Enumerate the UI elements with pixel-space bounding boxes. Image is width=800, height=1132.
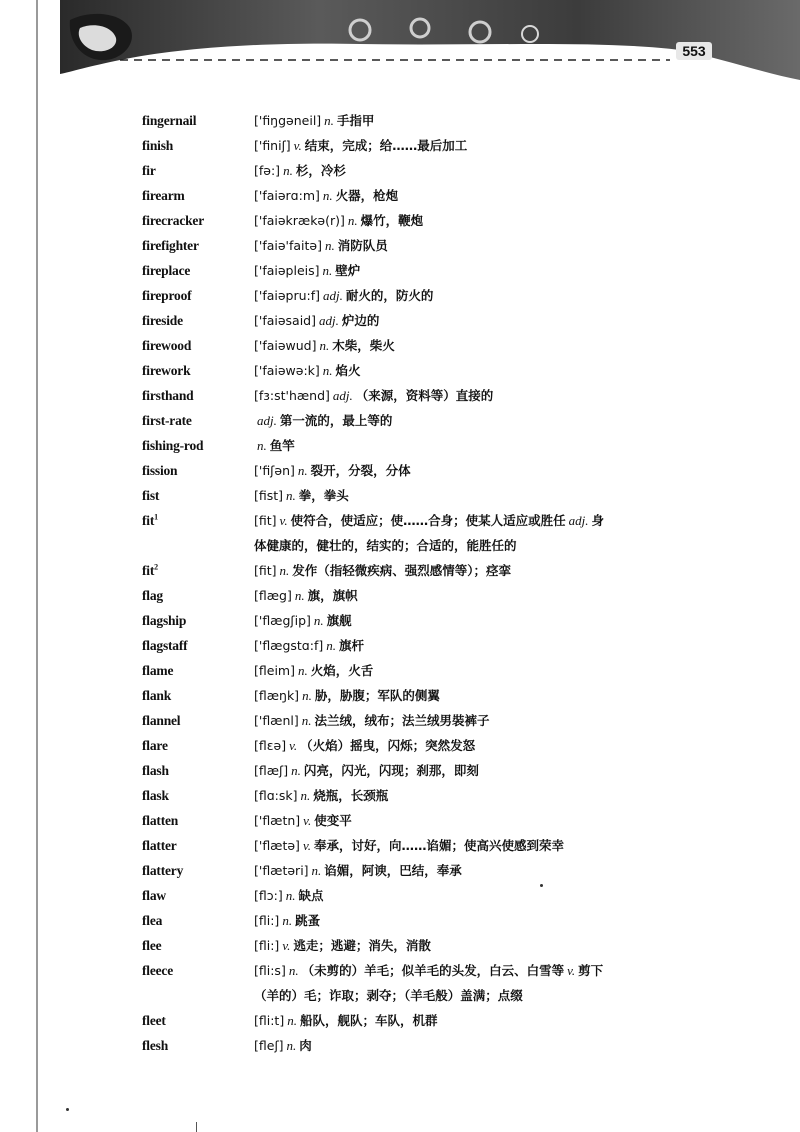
headword-text: first-rate [142, 413, 192, 428]
entry-headword [142, 558, 254, 583]
definition-text: 爆竹，鞭炮 [360, 213, 424, 228]
headword-text: flank [142, 688, 172, 703]
part-of-speech: n. [291, 763, 301, 778]
part-of-speech: v. [303, 813, 312, 828]
dictionary-entry [142, 1033, 712, 1058]
headword-text: flaw [142, 888, 166, 903]
pronunciation: [fli:] [254, 938, 280, 953]
entry-headword [142, 108, 254, 133]
dictionary-entry [142, 208, 712, 233]
entry-definition [254, 208, 712, 233]
entry-definition [254, 958, 712, 983]
part-of-speech: n. [282, 913, 293, 928]
entry-headword [142, 708, 254, 733]
headword-text: firefighter [142, 238, 199, 253]
dictionary-entry [142, 533, 712, 558]
part-of-speech: n. [279, 563, 290, 578]
entry-headword [142, 408, 254, 433]
part-of-speech: n. [283, 163, 293, 178]
entry-definition [254, 258, 712, 283]
definition-text: 法兰绒，绒布；法兰绒男裝裤子 [314, 713, 490, 728]
definition-text: 火器，枪炮 [335, 188, 399, 203]
homograph-number: 1 [154, 512, 158, 522]
headword-text: fist [142, 488, 160, 503]
headword-text: firewood [142, 338, 192, 353]
dictionary-entry [142, 858, 712, 883]
entry-headword [142, 283, 254, 308]
headword-text: flash [142, 763, 169, 778]
part-of-speech: v. [567, 963, 576, 978]
entry-headword [142, 308, 254, 333]
page-number: 553 [676, 42, 712, 60]
part-of-speech: adj. [319, 313, 339, 328]
definition-text: 炉边的 [341, 313, 380, 328]
pronunciation: ['faiəpru:f] [254, 288, 321, 303]
entry-definition [254, 758, 712, 783]
definition-text: 第一流的，最上等的 [279, 413, 393, 428]
part-of-speech: n. [311, 863, 322, 878]
pronunciation: ['faiəwə:k] [254, 363, 320, 378]
dictionary-entry [142, 383, 712, 408]
entry-definition [254, 108, 712, 133]
entry-headword [142, 608, 254, 633]
dictionary-entry [142, 658, 712, 683]
headword-text: flagstaff [142, 638, 188, 653]
entry-headword [142, 583, 254, 608]
headword-text: fishing-rod [142, 438, 204, 453]
entry-headword [142, 258, 254, 283]
pronunciation: ['flætə] [254, 838, 300, 853]
definition-text: 肉 [299, 1038, 312, 1053]
definition-text: 烧瓶，长颈瓶 [313, 788, 389, 803]
entry-definition [254, 283, 712, 308]
dictionary-entry [142, 483, 712, 508]
part-of-speech: n. [294, 588, 305, 603]
dictionary-entry [142, 783, 712, 808]
headword-text: flame [142, 663, 174, 678]
entry-definition [254, 408, 712, 433]
definition-text: 耐火的，防火的 [345, 288, 434, 303]
pronunciation: [fɜ:st'hænd] [254, 388, 330, 403]
entry-headword [142, 633, 254, 658]
part-of-speech: adj. [568, 513, 589, 528]
entry-headword [142, 158, 254, 183]
part-of-speech: n. [302, 688, 312, 703]
part-of-speech: n. [322, 363, 333, 378]
headword-text: flee [142, 938, 162, 953]
entry-definition [254, 858, 712, 883]
page-binding-edge [36, 0, 38, 1132]
part-of-speech: v. [289, 738, 298, 753]
definition-text: 谄媚，阿谀，巴结，奉承 [324, 863, 462, 878]
pronunciation: ['faiəpleis] [254, 263, 320, 278]
entry-definition [254, 808, 712, 833]
part-of-speech: n. [347, 213, 358, 228]
entry-headword [142, 908, 254, 933]
entry-definition [254, 908, 712, 933]
pronunciation: [fleim] [254, 663, 295, 678]
pronunciation: ['flætəri] [254, 863, 309, 878]
dictionary-entry [142, 283, 712, 308]
dictionary-entry [142, 558, 712, 583]
entry-definition [254, 133, 712, 158]
headword-text: fit [142, 513, 155, 528]
entry-definition [254, 633, 712, 658]
dictionary-entry [142, 433, 712, 458]
part-of-speech: v. [293, 138, 302, 153]
headword-text: firecracker [142, 213, 205, 228]
dictionary-entry [142, 758, 712, 783]
dictionary-entry [142, 683, 712, 708]
pronunciation: [fli:] [254, 913, 280, 928]
pronunciation: ['finiʃ] [254, 138, 291, 153]
definition-text: 奉承，讨好，向……谄媚；使高兴使感到荣幸 [314, 838, 565, 853]
entry-headword [142, 933, 254, 958]
headword-text: fleet [142, 1013, 166, 1028]
entry-headword [142, 1033, 254, 1058]
definition-text: 跳蚤 [295, 913, 321, 928]
entry-definition [254, 558, 712, 583]
headword-text: fleece [142, 963, 174, 978]
entry-headword [142, 133, 254, 158]
definition-text: 使变平 [314, 813, 352, 828]
part-of-speech: n. [257, 438, 267, 453]
dictionary-entry [142, 883, 712, 908]
entry-headword [142, 808, 254, 833]
print-speck [196, 1122, 197, 1132]
entry-headword [142, 358, 254, 383]
entry-definition [254, 783, 712, 808]
headword-text: flattery [142, 863, 184, 878]
headword-text: flag [142, 588, 163, 603]
entry-definition [254, 458, 712, 483]
definition-text: 木柴，柴火 [332, 338, 395, 353]
headword-text: flannel [142, 713, 181, 728]
dictionary-entry [142, 133, 712, 158]
dictionary-entry [142, 183, 712, 208]
definition-text: 杉，冷杉 [295, 163, 346, 178]
part-of-speech: n. [319, 338, 330, 353]
part-of-speech: v. [279, 513, 288, 528]
part-of-speech: n. [286, 488, 296, 503]
part-of-speech: adj. [323, 288, 343, 303]
part-of-speech: n. [324, 113, 334, 128]
entry-definition [254, 733, 712, 758]
entry-definition [254, 583, 712, 608]
pronunciation: ['fiʃən] [254, 463, 295, 478]
definition-text: 裂开，分裂，分体 [310, 463, 411, 478]
dictionary-entry-list [142, 108, 712, 1058]
definition-text: 手指甲 [336, 113, 375, 128]
headword-text: firework [142, 363, 191, 378]
part-of-speech: n. [288, 963, 299, 978]
entry-definition [254, 983, 712, 1008]
pronunciation: ['flænl] [254, 713, 299, 728]
pronunciation: ['flægstɑ:f] [254, 638, 324, 653]
pronunciation: [flæʃ] [254, 763, 289, 778]
pronunciation: ['flægʃip] [254, 613, 311, 628]
pronunciation: ['faiəsaid] [254, 313, 316, 328]
headword-text: fingernail [142, 113, 197, 128]
definition-text: 旗杆 [338, 638, 364, 653]
entry-definition [254, 508, 712, 533]
entry-headword [142, 1008, 254, 1033]
homograph-number: 2 [154, 562, 158, 572]
dictionary-entry [142, 158, 712, 183]
headword-text: fit [142, 563, 155, 578]
entry-headword [142, 383, 254, 408]
headword-text: firsthand [142, 388, 194, 403]
definition-text: 胁，胁腹；军队的侧翼 [314, 688, 440, 703]
pronunciation: ['fiŋgəneil] [254, 113, 322, 128]
dictionary-entry [142, 933, 712, 958]
headword-text: firearm [142, 188, 185, 203]
headword-text: flatter [142, 838, 177, 853]
headword-text: flask [142, 788, 169, 803]
dictionary-entry [142, 508, 712, 533]
definition-text: 拳，拳头 [298, 488, 349, 503]
dictionary-entry [142, 233, 712, 258]
dictionary-entry [142, 633, 712, 658]
dictionary-entry [142, 833, 712, 858]
entry-headword [142, 658, 254, 683]
entry-definition [254, 433, 712, 458]
dictionary-entry [142, 958, 712, 983]
entry-definition [254, 708, 712, 733]
pronunciation: [fit] [254, 563, 277, 578]
dictionary-entry [142, 733, 712, 758]
headword-text: fir [142, 163, 156, 178]
entry-definition [254, 1033, 712, 1058]
headword-text: fireproof [142, 288, 192, 303]
entry-definition [254, 233, 712, 258]
pronunciation: [flæŋk] [254, 688, 300, 703]
part-of-speech: n. [285, 888, 296, 903]
pronunciation: ['faiəkrækə(r)] [254, 213, 345, 228]
part-of-speech: n. [313, 613, 324, 628]
part-of-speech: n. [301, 713, 312, 728]
part-of-speech: n. [297, 463, 308, 478]
definition-text: 消防队员 [337, 238, 388, 253]
entry-definition [254, 883, 712, 908]
entry-headword [142, 883, 254, 908]
entry-headword [142, 833, 254, 858]
entry-definition [254, 933, 712, 958]
part-of-speech: n. [297, 663, 308, 678]
definition-text: （火焰）摇曳，闪烁；突然发怒 [300, 738, 476, 753]
part-of-speech: n. [287, 1013, 297, 1028]
pronunciation: [flɛə] [254, 738, 287, 753]
entry-headword [142, 783, 254, 808]
dictionary-entry [142, 308, 712, 333]
part-of-speech: n. [286, 1038, 297, 1053]
dictionary-entry [142, 358, 712, 383]
part-of-speech: n. [322, 263, 333, 278]
pronunciation: ['faiəwud] [254, 338, 317, 353]
definition-text: 焰火 [335, 363, 361, 378]
definition-text: 逃走；逃避；消失，消散 [293, 938, 431, 953]
headword-text: fission [142, 463, 178, 478]
headword-text: flesh [142, 1038, 169, 1053]
dictionary-entry [142, 408, 712, 433]
entry-headword [142, 758, 254, 783]
definition-text: 缺点 [298, 888, 324, 903]
definition-text: 旗，旗帜 [307, 588, 358, 603]
dictionary-entry [142, 258, 712, 283]
headword-text: flea [142, 913, 163, 928]
entry-definition [254, 483, 712, 508]
dictionary-entry [142, 108, 712, 133]
definition-text: 火焰，火舌 [310, 663, 374, 678]
definition-text: 旗舰 [326, 613, 352, 628]
headword-text: finish [142, 138, 174, 153]
pronunciation: [fist] [254, 488, 284, 503]
entry-headword [142, 733, 254, 758]
entry-headword [142, 483, 254, 508]
entry-headword [142, 233, 254, 258]
definition-text: （羊的）毛；诈取；剥夺；（羊毛般）盖满；点缀 [254, 988, 523, 1003]
definition-text: 体健康的，健壮的，结实的；合适的，能胜任的 [254, 538, 517, 553]
print-speck [540, 884, 543, 887]
headword-text: fireplace [142, 263, 191, 278]
entry-definition [254, 683, 712, 708]
part-of-speech: v. [282, 938, 291, 953]
entry-definition [254, 833, 712, 858]
pronunciation: [fli:t] [254, 1013, 285, 1028]
decorative-header-band [60, 0, 800, 82]
entry-definition [254, 183, 712, 208]
part-of-speech: n. [324, 238, 335, 253]
definition-text: 壁炉 [335, 263, 361, 278]
entry-definition [254, 608, 712, 633]
pronunciation: [fə:] [254, 163, 281, 178]
pronunciation: [fleʃ] [254, 1038, 284, 1053]
print-speck [66, 1108, 69, 1111]
dictionary-entry [142, 983, 712, 1008]
part-of-speech: n. [322, 188, 333, 203]
dictionary-entry [142, 608, 712, 633]
definition-text: 结束，完成；给……最后加工 [304, 138, 468, 153]
entry-definition [254, 533, 712, 558]
entry-headword [142, 208, 254, 233]
entry-headword [142, 508, 254, 533]
definition-text: 使符合，使适应；使……合身；使某人适应或胜任 [290, 513, 566, 528]
part-of-speech: n. [326, 638, 336, 653]
dictionary-entry [142, 333, 712, 358]
entry-headword [142, 958, 254, 983]
headword-text: flagship [142, 613, 187, 628]
part-of-speech: n. [300, 788, 311, 803]
definition-text: 闪亮，闪光，闪现；刹那，即刻 [303, 763, 479, 778]
definition-text: 发作（指轻微疾病、强烈感情等）；痉挛 [292, 563, 512, 578]
entry-headword [142, 858, 254, 883]
pronunciation: ['faiərɑ:m] [254, 188, 320, 203]
entry-headword [142, 683, 254, 708]
definition-text: 船队，舰队；车队，机群 [299, 1013, 438, 1028]
part-of-speech: adj. [332, 388, 353, 403]
headword-text: flatten [142, 813, 179, 828]
definition-text: 剪下 [578, 963, 604, 978]
definition-text: （来源，资料等）直接的 [355, 388, 494, 403]
pronunciation: [fli:s] [254, 963, 286, 978]
definition-text: （未剪的）羊毛；似羊毛的头发，白云、白雪等 [301, 963, 565, 978]
pronunciation: [flɑ:sk] [254, 788, 298, 803]
entry-definition [254, 158, 712, 183]
entry-headword [142, 433, 254, 458]
pronunciation: [fit] [254, 513, 277, 528]
pronunciation: [flæg] [254, 588, 292, 603]
entry-definition [254, 658, 712, 683]
pronunciation: [flɔ:] [254, 888, 283, 903]
part-of-speech: v. [302, 838, 311, 853]
entry-headword [142, 333, 254, 358]
headword-text: fireside [142, 313, 183, 328]
entry-headword [142, 458, 254, 483]
dictionary-entry [142, 583, 712, 608]
dictionary-entry [142, 808, 712, 833]
entry-definition [254, 358, 712, 383]
dictionary-entry [142, 1008, 712, 1033]
dictionary-entry [142, 708, 712, 733]
pronunciation: ['flætn] [254, 813, 301, 828]
entry-definition [254, 308, 712, 333]
dictionary-entry [142, 908, 712, 933]
definition-text: 鱼竿 [269, 438, 295, 453]
part-of-speech: adj. [257, 413, 277, 428]
entry-definition [254, 333, 712, 358]
headword-text: flare [142, 738, 168, 753]
dictionary-entry [142, 458, 712, 483]
entry-definition [254, 383, 712, 408]
entry-headword [142, 183, 254, 208]
definition-text: 身 [591, 513, 604, 528]
pronunciation: ['faiə'faitə] [254, 238, 322, 253]
entry-definition [254, 1008, 712, 1033]
